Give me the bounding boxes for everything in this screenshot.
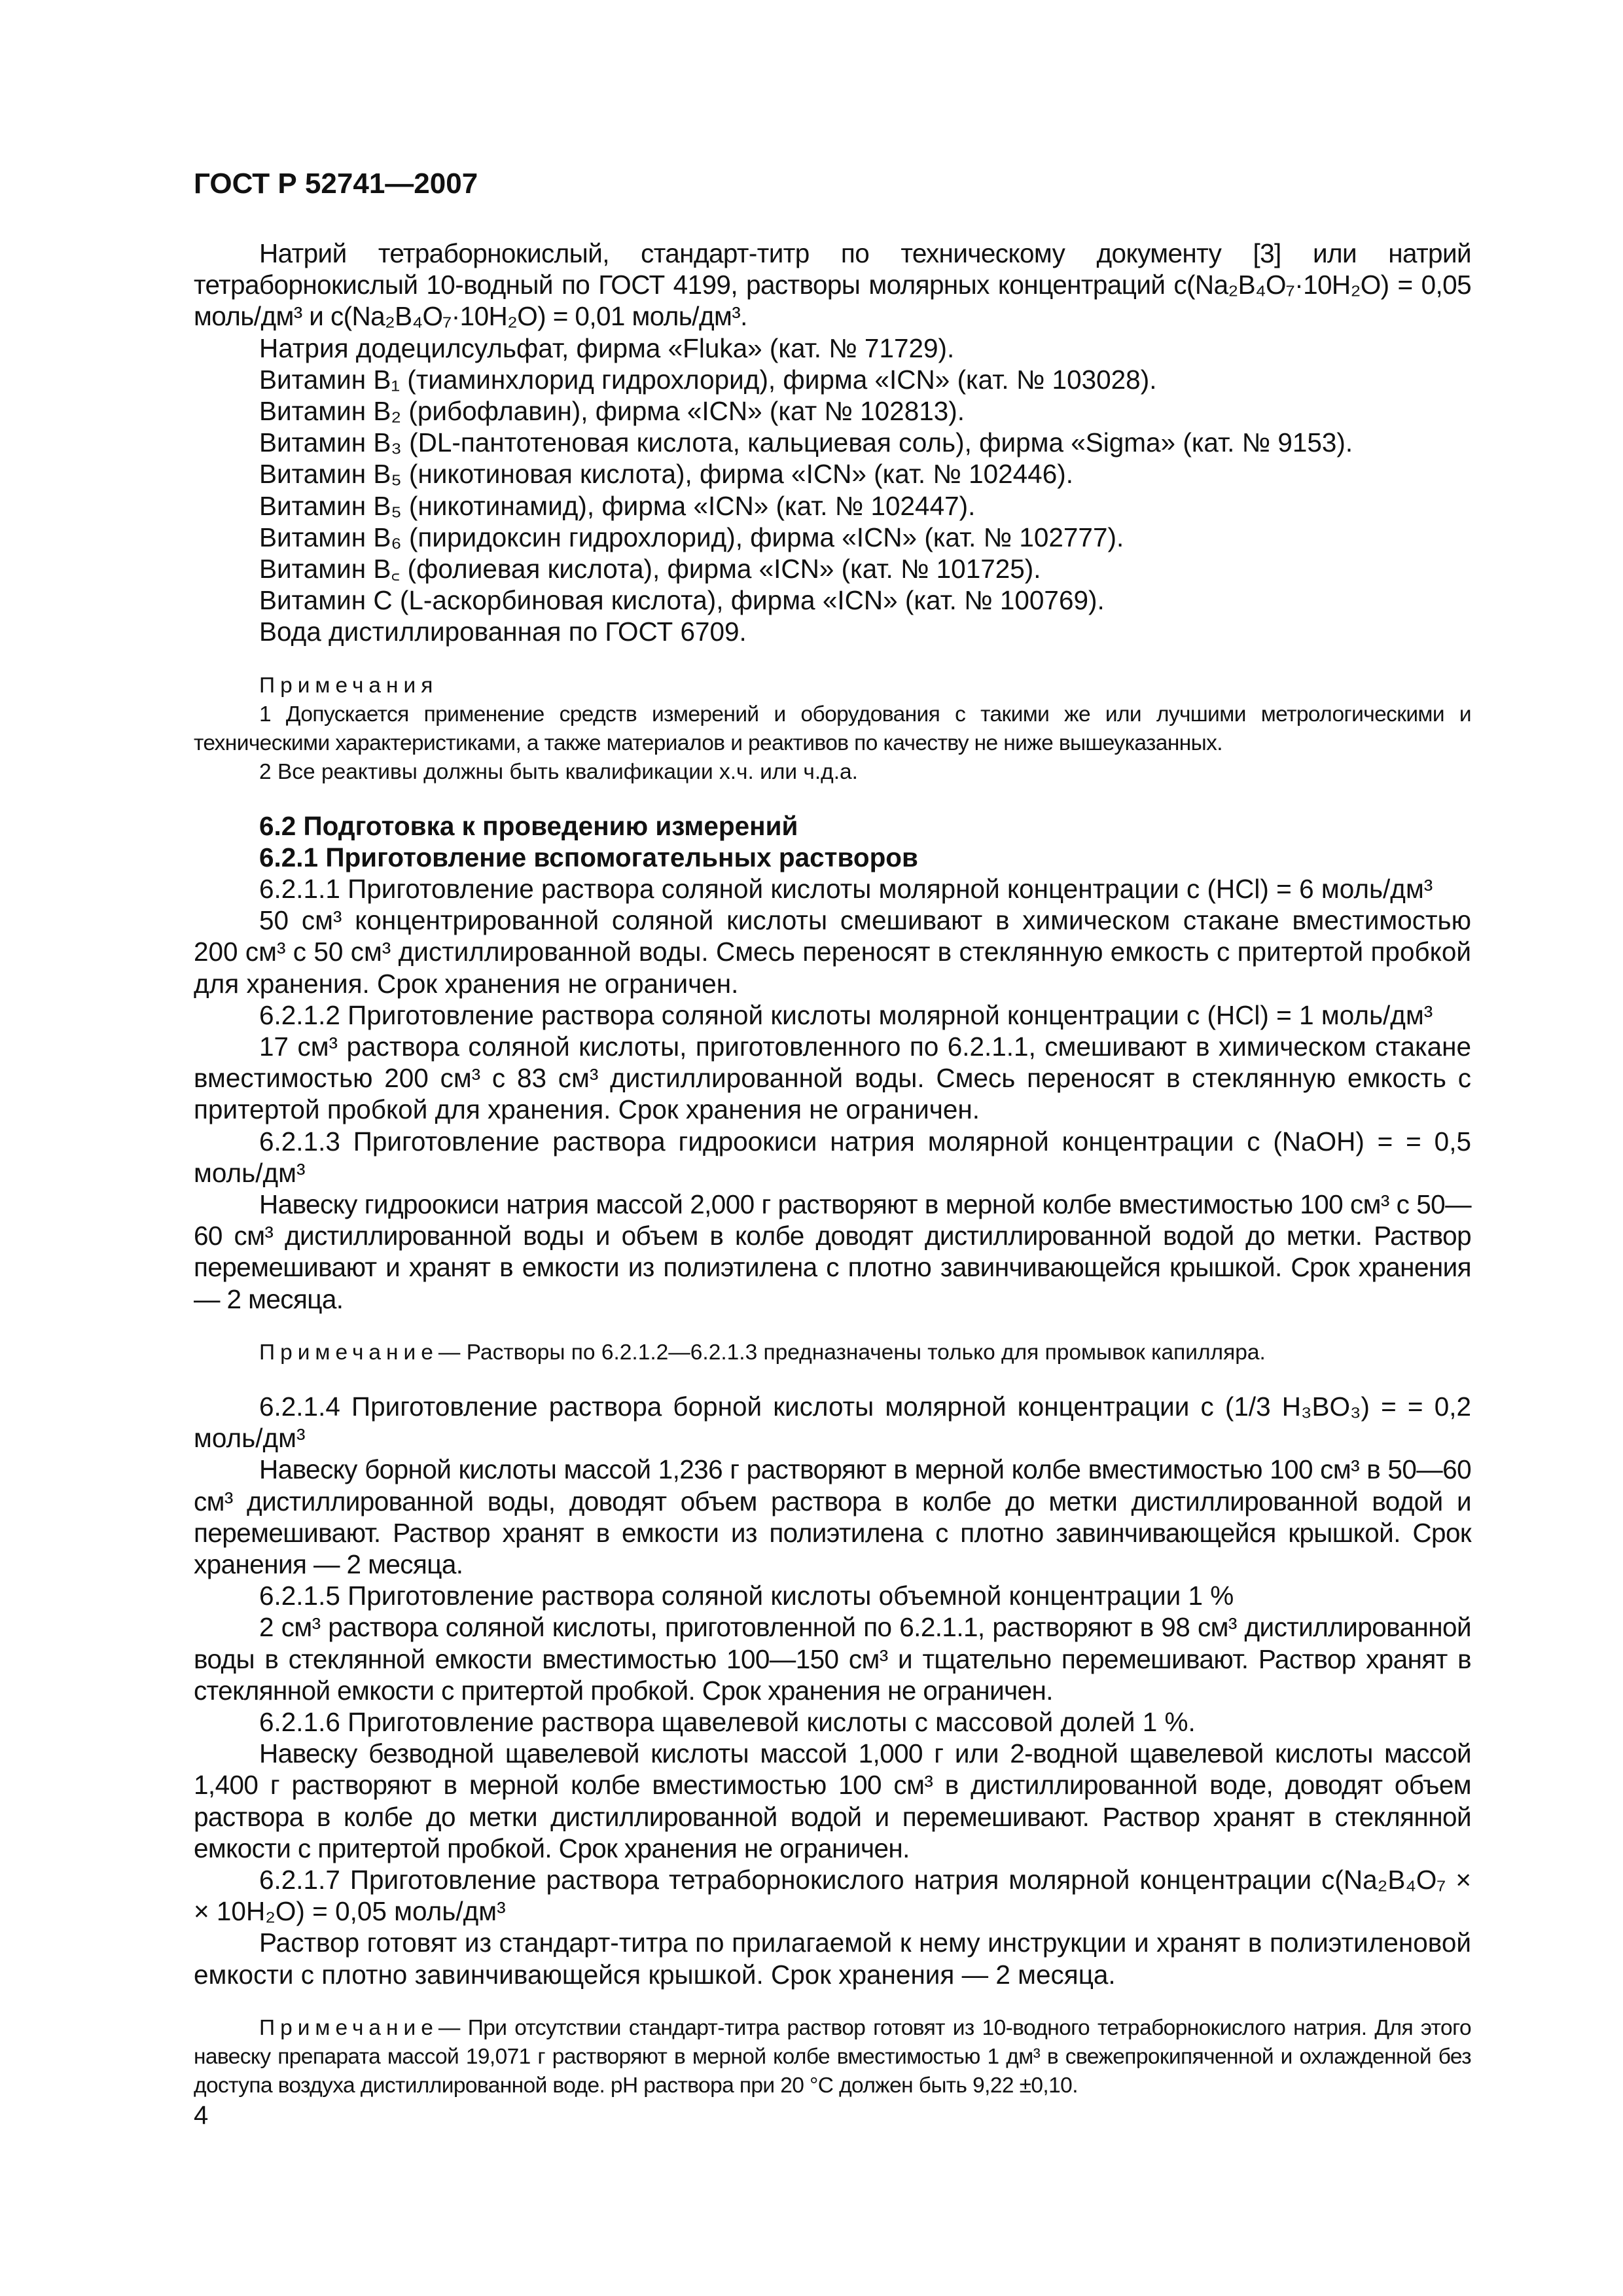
document-body [194,238,1471,2100]
clause-title: 6.2.1.6 Приготовление раствора щавелевой кислоты с массовой долей 1 %. [259,1706,1196,1737]
reagent-item: Витамин B₁ (тиаминхлорид гидрохлорид), фирма «ICN» (кат. № 103028). [259,364,1157,395]
clause-title: 6.2.1.2 Приготовление раствора соляной кислоты молярной концентрации c (HCl) = 1 моль/дм³ [259,999,1433,1030]
reagent-item: Вода дистиллированная по ГОСТ 6709. [259,617,747,647]
clause-text: Навеску борной кислоты массой 1,236 г растворяют в мерной колбе вместимостью 100 см³ в 50—60 см³ дистиллированной воды, доводят объем раствора в колбе до метки дистиллированной водой и перемешивают. Раствор хранят в емкости из полиэтилена с плотно завинчивающейся крышкой. Срок хранения — 2 месяца. [194,1454,1471,1579]
clause-text: Навеску безводной щавелевой кислоты массой 1,000 г или 2-водной щавелевой кислоты массой 1,400 г растворяют в мерной колбе вместимостью 100 см³ в дистиллированной воде, доводят объем раствора в колбе до метки дистиллированной водой и перемешивают. Раствор хранят в стеклянной емкости с притертой пробкой. Срок хранения не ограничен. [194,1738,1471,1863]
reagent-item: Витамин C (L-аскорбиновая кислота), фирма «ICN» (кат. № 100769). [259,585,1105,616]
clause-title: 6.2.1.4 Приготовление раствора борной кислоты молярной концентрации c (1/3 H₃BO₃) = = 0,2 моль/дм³ [194,1391,1471,1454]
note-text: — Растворы по 6.2.1.2—6.2.1.3 предназначены только для промывок капилляра. [438,1340,1266,1365]
section-heading: 6.2 Подготовка к проведению измерений [259,810,798,841]
reagent-borax: Натрий тетраборнокислый, стандарт-титр по техническому документу [3] или натрий тетраборнокислый 10-водный по ГОСТ 4199, растворы молярных концентраций c(Na₂B₄O₇·10H₂O) = 0,05 моль/дм³ и c(Na₂B₄O₇·10H₂O) = 0,01 моль/дм³. [194,238,1471,332]
note-item: 1 Допускается применение средств измерений и оборудования с такими же или лучшими метрологическими и техническими характеристиками, а также материалов и реактивов по качеству не ниже вышеуказанных. [194,702,1471,755]
reagent-list [194,332,1471,648]
reagent-item: Витамин B₂ (рибофлавин), фирма «ICN» (кат № 102813). [259,396,965,427]
clause-title: 6.2.1.3 Приготовление раствора гидроокиси натрия молярной концентрации c (NaOH) = = 0,5 моль/дм³ [194,1126,1471,1188]
note-inline [194,1338,1471,1367]
note-label: Примечание [259,2015,438,2040]
reagent-item: Витамин B₅ (никотиновая кислота), фирма «ICN» (кат. № 102446). [259,459,1073,490]
reagent-item: Витамин B₅ (никотинамид), фирма «ICN» (кат. № 102447). [259,490,976,521]
note-text: — При отсутствии стандарт-титра раствор готовят из 10-водного тетраборнокислого натрия. Для этого навеску препарата массой 19,071 г растворяют в мерной колбе вместимостью 1 дм³ в свежепрокипяченной и охлажденной без доступа воздуха дистиллированной воде. pH раствора при 20 °C должен быть 9,22 ±0,10. [194,2015,1471,2098]
notes-heading: Примечания [259,673,438,698]
clause-text: 17 см³ раствора соляной кислоты, приготовленного по 6.2.1.1, смешивают в химическом стакане вместимостью 200 см³ с 83 см³ дистиллированной воды. Смесь переносят в стеклянную емкость с притертой пробкой для хранения. Срок хранения не ограничен. [194,1031,1471,1125]
clause-text: 2 см³ раствора соляной кислоты, приготовленной по 6.2.1.1, растворяют в 98 см³ дистиллированной воды в стеклянной емкости вместимостью 100—150 см³ и тщательно перемешивают. Раствор хранят в стеклянной емкости с притертой пробкой. Срок хранения не ограничен. [194,1612,1471,1706]
document-header: ГОСТ Р 52741—2007 [194,168,478,200]
subsection-heading: 6.2.1 Приготовление вспомогательных растворов [259,842,918,872]
reagent-item: Витамин B₆ (пиридоксин гидрохлорид), фирма «ICN» (кат. № 102777). [259,522,1124,552]
note-item: 2 Все реактивы должны быть квалификации х.ч. или ч.д.а. [259,759,858,784]
clause-text: 50 см³ концентрированной соляной кислоты смешивают в химическом стакане вместимостью 200 см³ с 50 см³ дистиллированной воды. Смесь переносят в стеклянную емкость с притертой пробкой для хранения. Срок хранения не ограничен. [194,905,1471,999]
clause-title: 6.2.1.5 Приготовление раствора соляной кислоты объемной концентрации 1 % [259,1581,1234,1611]
page-number: 4 [194,2101,209,2130]
notes-block [194,672,1471,787]
clause-text: Раствор готовят из стандарт-титра по прилагаемой к нему инструкции и хранят в полиэтиленовой емкости с плотно завинчивающейся крышкой. Срок хранения — 2 месяца. [194,1928,1471,1990]
reagent-item: Витамин B꜀ (фолиевая кислота), фирма «ICN» (кат. № 101725). [259,554,1041,584]
clause-title: 6.2.1.1 Приготовление раствора соляной кислоты молярной концентрации c (HCl) = 6 моль/дм³ [259,874,1433,905]
note-label: Примечание [259,1340,438,1365]
note-inline [194,2014,1471,2100]
clause-text: Навеску гидроокиси натрия массой 2,000 г растворяют в мерной колбе вместимостью 100 см³ с 50—60 см³ дистиллированной воды и объем в колбе доводят дистиллированной водой до метки. Раствор перемешивают и хранят в емкости из полиэтилена с плотно завинчивающейся крышкой. Срок хранения — 2 месяца. [194,1189,1471,1314]
clause-title: 6.2.1.7 Приготовление раствора тетраборнокислого натрия молярной концентрации c(Na₂B₄O₇ × × 10H₂O) = 0,05 моль/дм³ [194,1864,1471,1927]
reagent-item: Натрия додецилсульфат, фирма «Fluka» (кат. № 71729). [259,332,955,363]
reagent-item: Витамин B₃ (DL-пантотеновая кислота, кальциевая соль), фирма «Sigma» (кат. № 9153). [259,427,1353,458]
